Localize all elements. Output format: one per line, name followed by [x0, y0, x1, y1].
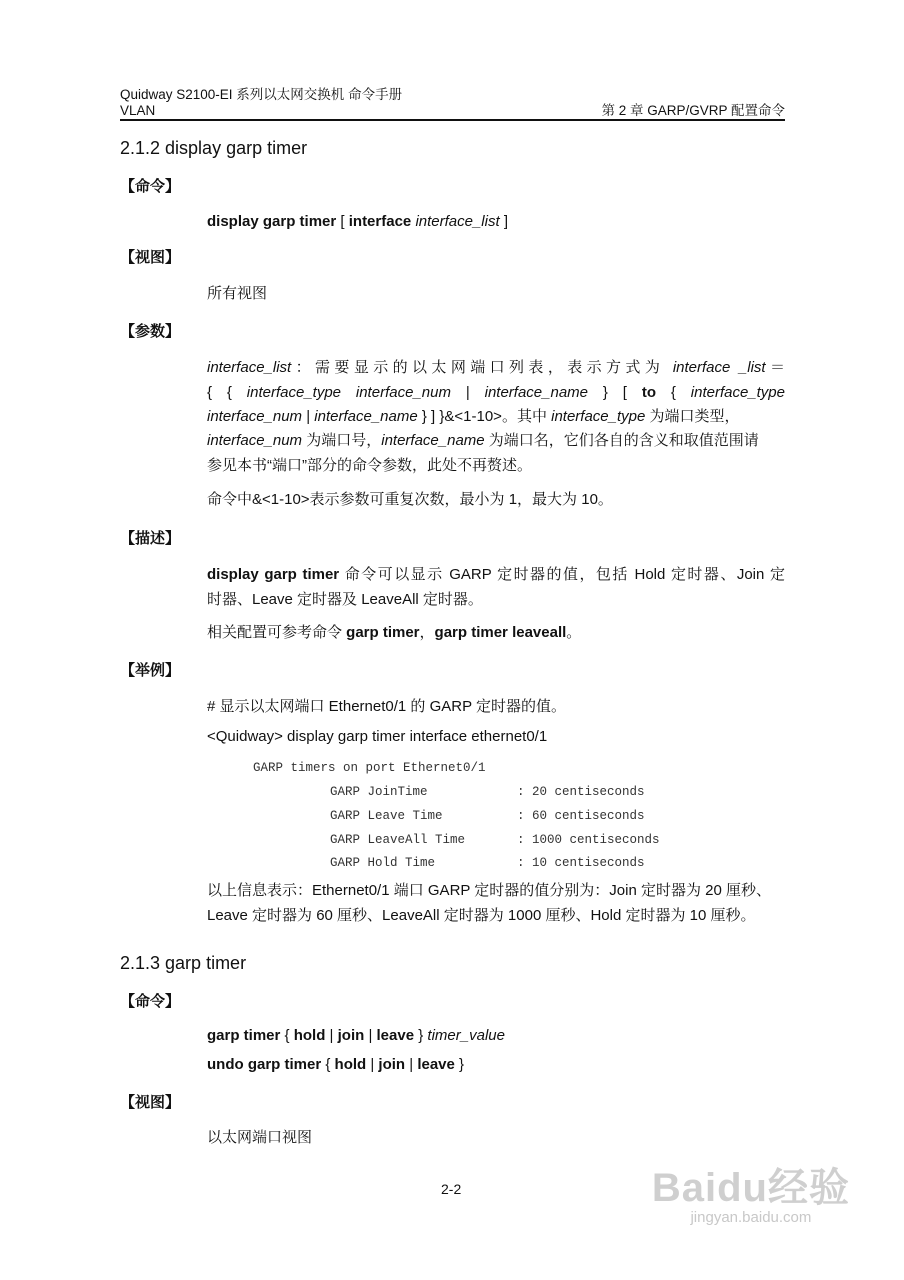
label-command: 【命令】 — [120, 993, 181, 1010]
text-run: interface_type — [690, 384, 785, 401]
text-run: 为端口类型， — [645, 408, 740, 425]
text-run: display garp timer — [207, 566, 340, 583]
text-run: } [ — [588, 384, 642, 401]
params-line — [207, 456, 532, 476]
params-line — [207, 358, 785, 378]
text-run: garp timer — [207, 1027, 281, 1044]
header-divider — [120, 119, 785, 121]
text-run: } — [414, 1027, 428, 1044]
text-run: 时器、Leave 定时器及 LeaveAll 定时器。 — [207, 591, 483, 608]
output-row-value: : 60 centiseconds — [517, 809, 645, 823]
output-row-name: GARP Leave Time — [330, 809, 443, 823]
label-command: 【命令】 — [120, 178, 181, 195]
watermark-url: jingyan.baidu.com — [690, 1209, 812, 1226]
text-run: | — [364, 1027, 377, 1044]
label-params: 【参数】 — [120, 323, 181, 340]
label-view: 【视图】 — [120, 1094, 181, 1111]
text-run: } ] }&<1-10>。其中 — [417, 408, 552, 425]
text-run: 命令可以显示 GARP 定时器的值，包括 Hold 定时器、Join 定 — [339, 566, 785, 583]
label-description: 【描述】 — [120, 530, 181, 547]
text-run: hold — [334, 1056, 367, 1073]
header-chapter: 第 2 章 GARP/GVRP 配置命令 — [601, 103, 785, 118]
description-related — [207, 623, 581, 643]
text-run: ] — [499, 213, 508, 230]
text-run: leave — [376, 1027, 415, 1044]
text-run: 。 — [566, 624, 582, 641]
text-run: undo garp timer — [207, 1056, 322, 1073]
watermark — [652, 1167, 850, 1226]
text-run: ， — [419, 624, 435, 641]
params-line — [207, 431, 759, 451]
text-run: | — [302, 408, 315, 425]
text-run: interface_name — [314, 408, 418, 425]
text-run: interface_num — [207, 408, 303, 425]
text-run: interface_type interface_num — [246, 384, 451, 401]
text-run: to — [641, 384, 656, 401]
view-text: 以太网端口视图 — [207, 1129, 313, 1146]
text-run: garp timer leaveall — [434, 624, 567, 641]
description-line — [207, 590, 483, 610]
output-title: GARP timers on port Ethernet0/1 — [253, 761, 486, 775]
example-command: <Quidway> display garp timer interface ethernet0/1 — [207, 728, 548, 745]
text-run: garp timer — [346, 624, 420, 641]
view-text: 所有视图 — [207, 285, 268, 302]
description-line — [207, 565, 785, 585]
output-row-name: GARP LeaveAll Time — [330, 833, 466, 847]
output-row-name: GARP JoinTime — [330, 785, 428, 799]
text-run: interface — [348, 213, 412, 230]
text-run: | — [366, 1056, 379, 1073]
watermark-logo: Baidu经验 — [651, 1166, 850, 1210]
text-run: interface_type — [551, 408, 646, 425]
text-run: ：需要显示的以太网端口列表，表示方式为 — [291, 359, 673, 376]
label-view: 【视图】 — [120, 249, 181, 266]
command-syntax — [207, 212, 508, 232]
output-row-value: : 1000 centiseconds — [517, 833, 660, 847]
text-run: { — [321, 1056, 335, 1073]
text-run: interface_list — [207, 359, 292, 376]
text-run: interface_list — [415, 213, 500, 230]
text-run: [ — [336, 213, 349, 230]
explanation-line: 以上信息表示：Ethernet0/1 端口 GARP 定时器的值分别为：Join 定时器为 20 厘秒、 — [207, 882, 772, 899]
page-number: 2-2 — [441, 1181, 462, 1197]
text-run: interface _list — [672, 359, 766, 376]
header-book-title: Quidway S2100-EI 系列以太网交换机 命令手册 — [120, 87, 403, 102]
text-run: 为端口号， — [302, 432, 382, 449]
text-run: interface_num — [207, 432, 303, 449]
text-run: display garp timer — [207, 213, 337, 230]
text-run: 为端口名，它们各自的含义和取值范围请 — [484, 432, 759, 449]
undo-command-syntax — [207, 1055, 464, 1075]
output-row-name: GARP Hold Time — [330, 856, 436, 870]
command-syntax — [207, 1026, 505, 1046]
params-line — [207, 383, 785, 403]
header-section: VLAN — [120, 103, 156, 118]
params-line — [207, 407, 740, 427]
text-run: 相关配置可参考命令 — [207, 624, 347, 641]
example-comment: # 显示以太网端口 Ethernet0/1 的 GARP 定时器的值。 — [207, 698, 566, 715]
text-run: interface_name — [484, 384, 589, 401]
section-heading-2-1-3: 2.1.3 garp timer — [120, 953, 247, 973]
text-run: | — [450, 384, 485, 401]
text-run: timer_value — [427, 1027, 505, 1044]
text-run: { — [656, 384, 691, 401]
section-heading-2-1-2: 2.1.2 display garp timer — [120, 138, 308, 158]
text-run: join — [378, 1056, 406, 1073]
text-run: { { — [207, 384, 247, 401]
text-run: join — [337, 1027, 365, 1044]
label-example: 【举例】 — [120, 662, 181, 679]
text-run: { — [280, 1027, 294, 1044]
text-run: ＝ — [765, 359, 785, 376]
output-row-value: : 20 centiseconds — [517, 785, 645, 799]
text-run: | — [405, 1056, 418, 1073]
text-run: hold — [293, 1027, 326, 1044]
output-row-value: : 10 centiseconds — [517, 856, 645, 870]
text-run: interface_name — [381, 432, 485, 449]
params-note: 命令中&<1-10>表示参数可重复次数，最小为 1，最大为 10。 — [207, 491, 613, 508]
text-run: leave — [417, 1056, 455, 1073]
explanation-line: Leave 定时器为 60 厘秒、LeaveAll 定时器为 1000 厘秒、Hold 定时器为 10 厘秒。 — [207, 907, 756, 924]
text-run: 参见本书“端口”部分的命令参数，此处不再赘述。 — [207, 457, 532, 474]
text-run: | — [325, 1027, 338, 1044]
text-run: } — [454, 1056, 465, 1073]
